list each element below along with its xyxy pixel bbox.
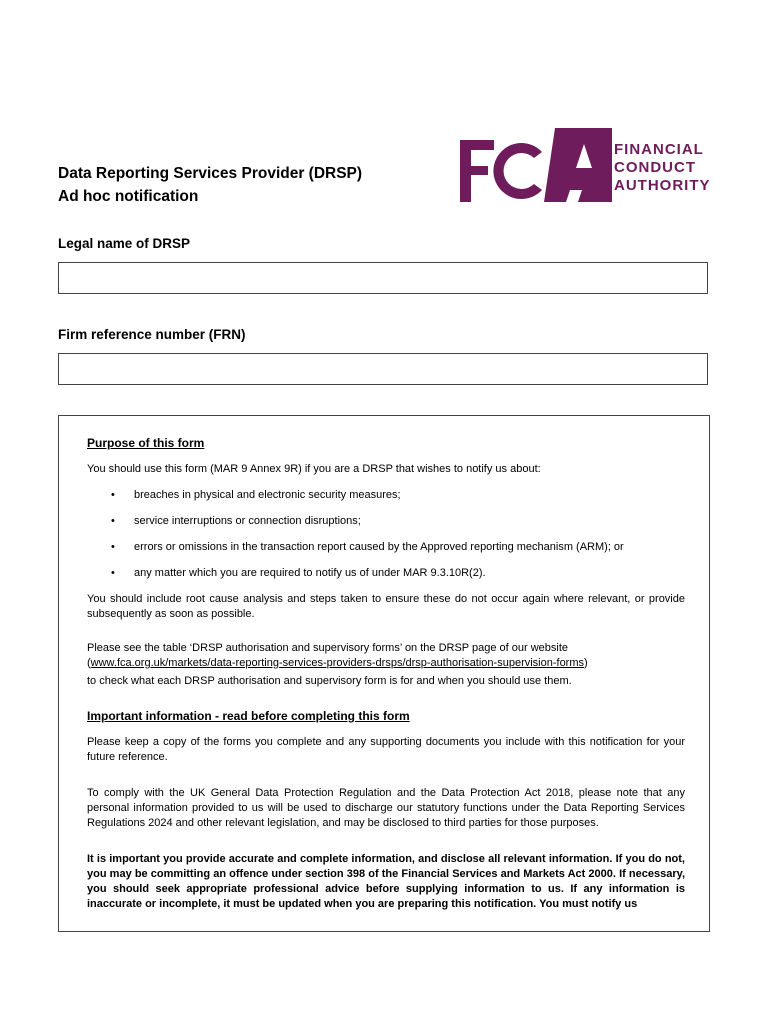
fca-logo-mark: [460, 128, 612, 202]
title-line-1: Data Reporting Services Provider (DRSP): [58, 165, 363, 182]
legal-name-label: Legal name of DRSP: [58, 236, 191, 251]
purpose-intro: You should use this form (MAR 9 Annex 9R) if you are a DRSP that wishes to notify us about:: [87, 463, 541, 475]
logo-word-financial: FINANCIAL: [614, 141, 704, 158]
see-table-text: [87, 641, 685, 671]
list-item: • errors or omissions in the transaction report caused by the Approved reporting mechanism (ARM); or: [87, 540, 685, 555]
accuracy-warning-text: It is important you provide accurate and complete information, and disclose all relevant information. If you do not, you may be committing an offence under section 398 of the Financial Services and Markets Act 2000. If necessary, you should seek appropriate professional advice before supplying information to us. If any information is inaccurate or incomplete, it must be updated when you are preparing this notification. You must notify us: [87, 853, 685, 910]
list-item: • breaches in physical and electronic security measures;: [87, 488, 685, 503]
logo-word-authority: AUTHORITY: [614, 177, 711, 194]
gdpr-text: To comply with the UK General Data Protection Regulation and the Data Protection Act 2018, please note that any personal information provided to us will be used to discharge our statutory functions under the Data Reporting Services Regulations 2024 and other relevant legislation, and may be disclosed to third parties for those purposes.: [87, 787, 685, 829]
link-open-paren: (: [87, 657, 91, 669]
information-panel: [58, 415, 710, 932]
link-close-paren: ): [584, 657, 588, 669]
see-table-sentence: Please see the table ‘DRSP authorisation and supervisory forms’ on the DRSP page of our website: [87, 642, 569, 654]
list-item: • service interruptions or connection disruptions;: [87, 514, 685, 529]
root-cause-text: You should include root cause analysis and steps taken to ensure these do not occur again where relevant, or provide subsequently as soon as possible.: [87, 593, 685, 620]
fca-logo-wordmark: [614, 141, 711, 195]
frn-input[interactable]: [58, 353, 708, 385]
page-title: [58, 162, 362, 208]
keep-copy-text: Please keep a copy of the forms you complete and any supporting documents you include with this notification for your future reference.: [87, 736, 685, 763]
purpose-list: [87, 488, 685, 581]
information-content: [87, 436, 685, 912]
title-line-2: Ad hoc notification: [58, 188, 199, 205]
important-heading: Important information - read before completing this form: [87, 709, 410, 723]
legal-name-input[interactable]: [58, 262, 708, 294]
frn-label: Firm reference number (FRN): [58, 327, 246, 342]
logo-word-conduct: CONDUCT: [614, 159, 696, 176]
purpose-heading: Purpose of this form: [87, 436, 205, 450]
check-forms-text: to check what each DRSP authorisation and supervisory form is for and when you should use them.: [87, 675, 572, 687]
list-item: • any matter which you are required to notify us of under MAR 9.3.10R(2).: [87, 566, 685, 581]
drsp-forms-link[interactable]: www.fca.org.uk/markets/data-reporting-services-providers-drsps/drsp-authorisation-supervision-forms: [90, 657, 585, 669]
